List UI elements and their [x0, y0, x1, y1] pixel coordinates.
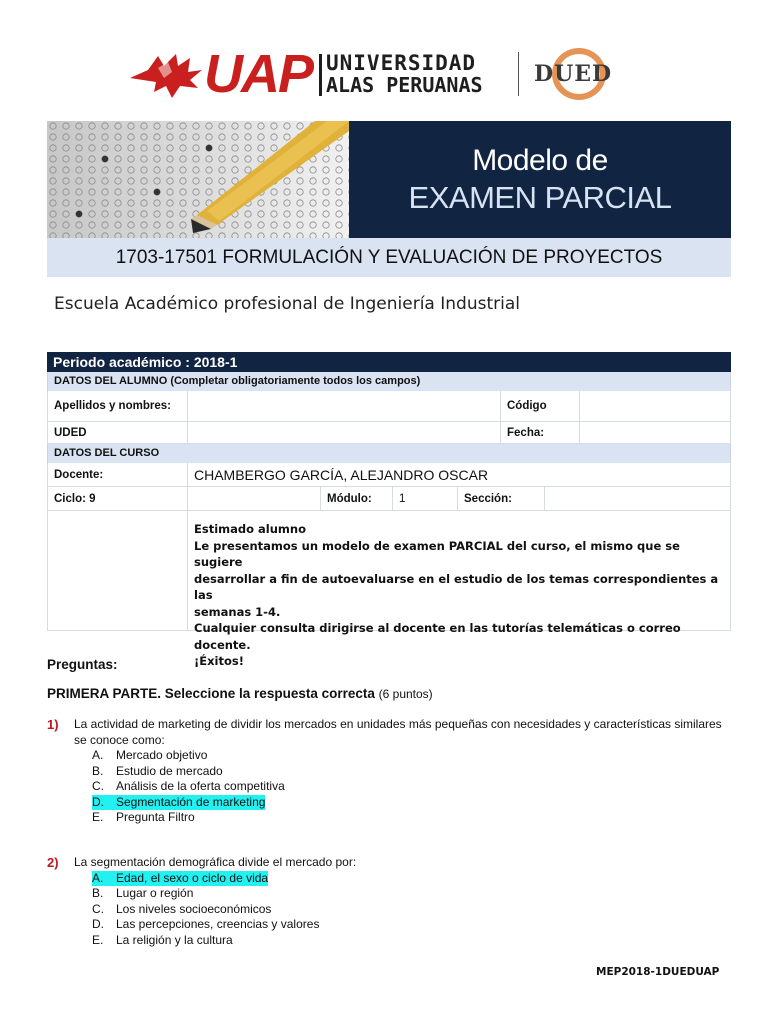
option-b[interactable]	[92, 764, 737, 780]
option-b[interactable]	[92, 886, 737, 902]
option-d[interactable]	[92, 917, 737, 933]
banner-title-line2: EXAMEN PARCIAL	[408, 180, 672, 215]
period-header: Periodo académico : 2018-1	[47, 352, 731, 372]
uap-wordmark: UAP	[204, 44, 313, 104]
banner-title	[349, 121, 731, 238]
message-line3: semanas 1-4.	[194, 604, 281, 619]
teacher-row	[47, 463, 731, 487]
option-text: Mercado objetivo	[116, 748, 208, 762]
option-text-highlighted: Edad, el sexo o ciclo de vida	[116, 870, 269, 885]
option-a[interactable]	[92, 871, 737, 887]
university-line2: ALAS PERUANAS	[326, 73, 483, 97]
option-text-highlighted: Segmentación de marketing	[116, 794, 266, 809]
option-text: Las percepciones, creencias y valores	[116, 917, 320, 931]
logo-bar	[319, 54, 322, 96]
option-text: La religión y la cultura	[116, 932, 233, 947]
message-line5: ¡Éxitos!	[194, 654, 244, 668]
answer-sheet-pencil-photo	[47, 121, 349, 238]
part1-title: PRIMERA PARTE. Seleccione la respuesta correcta	[47, 686, 375, 701]
option-d[interactable]	[92, 795, 737, 811]
option-e[interactable]	[92, 810, 737, 826]
option-text: Lugar o región	[116, 886, 194, 900]
document-code: MEP2018-1DUEDUAP	[596, 966, 720, 978]
message-line2: desarrollar a fin de autoevaluarse en el estudio de los temas correspondientes a las	[194, 571, 719, 602]
option-letter: C.	[92, 779, 104, 793]
part1-points: (6 puntos)	[378, 687, 433, 701]
course-section-header: DATOS DEL CURSO	[47, 444, 731, 463]
code-input[interactable]	[580, 391, 730, 421]
questions-heading: Preguntas:	[47, 657, 118, 672]
section-label: Sección:	[458, 487, 545, 510]
school-name: Escuela Académico profesional de Ingeniería Industrial	[54, 294, 520, 314]
course-title: 1703-17501 FORMULACIÓN Y EVALUACIÓN DE PROYECTOS	[47, 238, 731, 277]
date-label: Fecha:	[501, 422, 580, 443]
option-letter: E.	[92, 932, 104, 947]
message-greeting: Estimado alumno	[194, 522, 306, 536]
option-letter: D.	[92, 794, 104, 809]
option-c[interactable]	[92, 779, 737, 795]
cycle-input[interactable]	[188, 487, 321, 510]
teacher-value: CHAMBERGO GARCÍA, ALEJANDRO OSCAR	[194, 466, 489, 483]
option-letter: E.	[92, 810, 104, 824]
option-letter: D.	[92, 917, 104, 931]
logo-divider	[518, 52, 519, 96]
names-input[interactable]	[188, 391, 501, 421]
cycle-label: Ciclo: 9	[48, 487, 188, 510]
module-label: Módulo:	[321, 487, 393, 510]
condor-logo-icon	[128, 48, 204, 100]
option-text: Estudio de mercado	[116, 763, 223, 778]
message-line1: Le presentamos un modelo de examen PARCIAL del curso, el mismo que se sugiere	[194, 538, 680, 569]
message-line4: Cualquier consulta dirigirse al docente en las tutorías telemáticas o correo docente.	[194, 621, 681, 652]
section-input[interactable]	[545, 487, 730, 510]
option-letter: C.	[92, 901, 104, 916]
option-letter: A.	[92, 870, 104, 885]
options-list	[92, 871, 737, 949]
option-text: Análisis de la oferta competitiva	[116, 779, 285, 793]
code-label: Código	[501, 391, 580, 421]
cycle-row	[47, 487, 731, 511]
option-letter: A.	[92, 748, 104, 762]
names-label: Apellidos y nombres:	[48, 391, 188, 421]
module-value: 1	[393, 487, 458, 510]
option-e[interactable]	[92, 933, 737, 949]
university-line1: UNIVERSIDAD	[326, 51, 477, 75]
dued-logo	[528, 48, 632, 100]
message-spacer	[48, 511, 188, 630]
date-input[interactable]	[580, 422, 730, 443]
answer-sheet-image	[47, 121, 349, 238]
question-number: 1)	[47, 717, 59, 732]
names-row	[47, 391, 731, 422]
option-letter: B.	[92, 886, 104, 900]
welcome-message	[188, 511, 730, 668]
uded-label: UDED	[48, 422, 188, 443]
question-2	[47, 855, 737, 948]
option-a[interactable]	[92, 748, 737, 764]
question-text: La actividad de marketing de dividir los mercados en unidades más pequeñas con necesidades y características similares se conoce como:	[74, 717, 722, 747]
uded-input[interactable]	[188, 422, 501, 443]
dued-wordmark: DUED	[534, 61, 613, 87]
uded-row	[47, 422, 731, 444]
banner-title-line1: Modelo de	[472, 144, 608, 177]
university-name	[326, 52, 483, 96]
teacher-label: Docente:	[48, 463, 188, 486]
question-1	[47, 717, 737, 826]
option-text: Pregunta Filtro	[116, 810, 195, 824]
question-text: La segmentación demográfica divide el mercado por:	[74, 855, 357, 869]
question-number: 2)	[47, 855, 59, 870]
option-letter: B.	[92, 763, 104, 778]
part1-heading	[47, 686, 433, 701]
options-list	[92, 748, 737, 826]
option-text: Los niveles socioeconómicos	[116, 901, 272, 916]
option-c[interactable]	[92, 902, 737, 918]
student-section-header: DATOS DEL ALUMNO (Completar obligatoriamente todos los campos)	[47, 372, 731, 391]
logo-header	[128, 44, 648, 104]
exam-banner	[47, 121, 731, 238]
